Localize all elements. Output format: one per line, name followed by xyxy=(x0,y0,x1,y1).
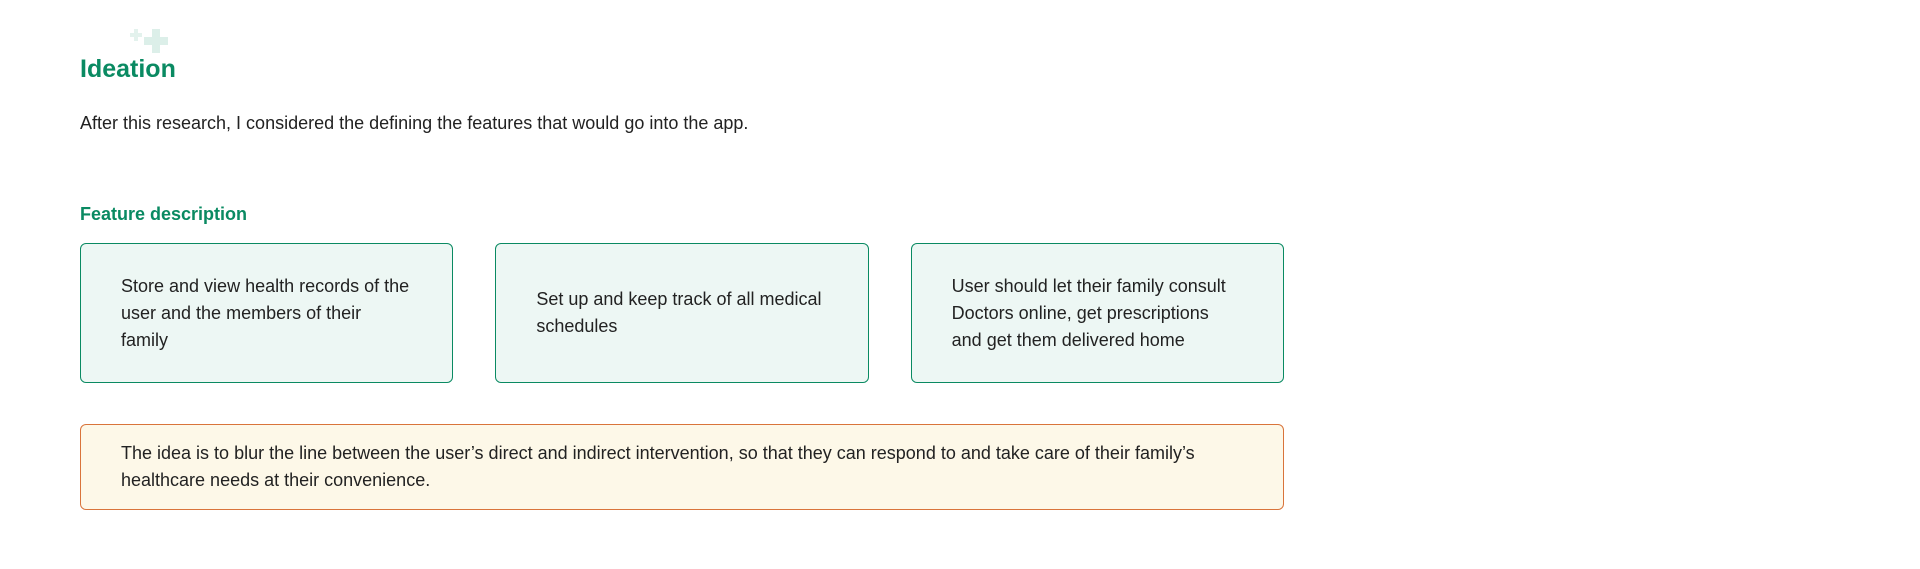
callout-text: The idea is to blur the line between the user’s direct and indirect intervention, so that they can respond to and take care of their family’s healthcare needs at their convenience. xyxy=(121,443,1195,490)
feature-card-text: User should let their family consult Doctors online, get prescriptions and get them delivered home xyxy=(951,275,1226,350)
feature-card-health-records xyxy=(80,243,453,383)
feature-card-text: Store and view health records of the user and the members of their family xyxy=(121,275,410,350)
feature-cards xyxy=(80,243,1284,383)
idea-callout xyxy=(80,424,1284,510)
page-title: Ideation xyxy=(80,55,176,83)
intro-paragraph: After this research, I considered the defining the features that would go into the app. xyxy=(80,113,749,133)
feature-description-heading: Feature description xyxy=(80,204,248,224)
feature-card-online-consult xyxy=(911,243,1284,383)
feature-card-text: Set up and keep track of all medical schedules xyxy=(536,289,822,336)
feature-card-medical-schedules xyxy=(495,243,868,383)
